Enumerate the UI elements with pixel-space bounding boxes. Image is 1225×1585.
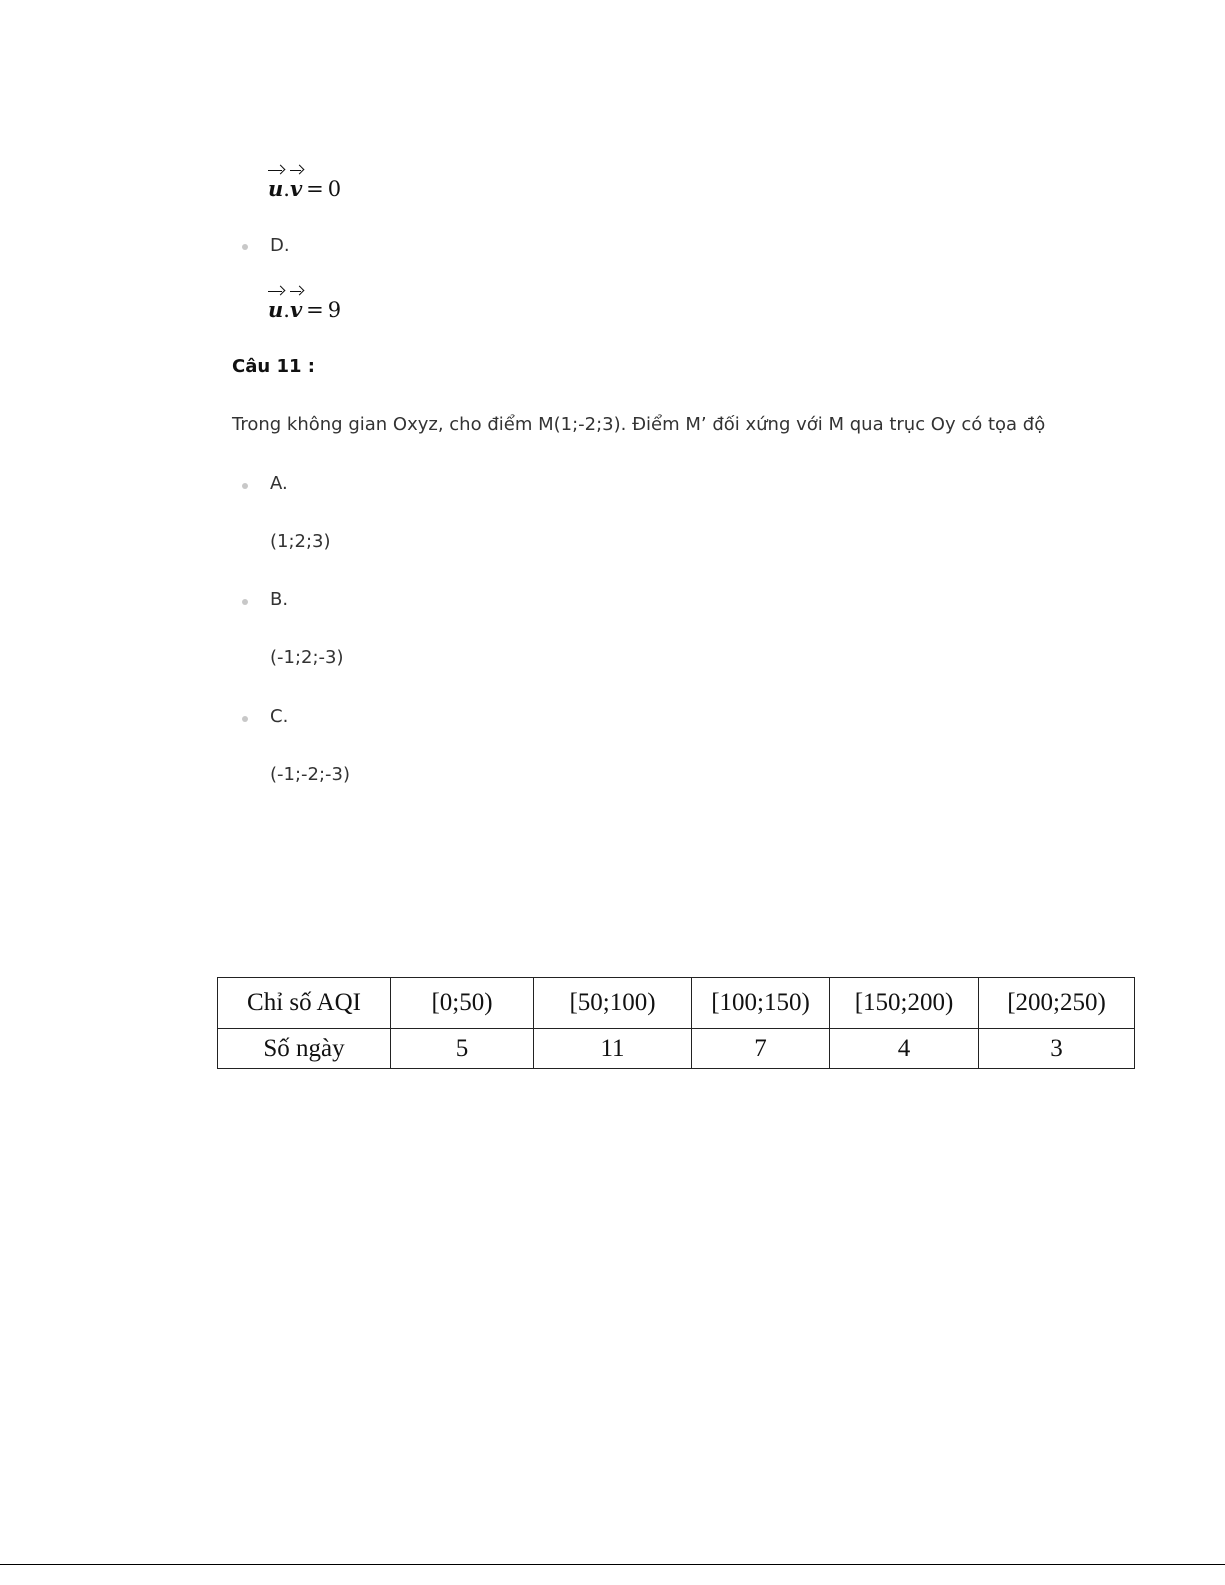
vector-v: v bbox=[290, 166, 302, 201]
question-text: Trong không gian Oxyz, cho điểm M(1;-2;3). Điểm M’ đối xứng với M qua trục Oy có tọa độ bbox=[232, 414, 1046, 435]
formula-result: 0 bbox=[327, 177, 342, 201]
bullet-icon bbox=[242, 244, 248, 250]
option-a-label[interactable]: A. bbox=[270, 473, 288, 494]
bullet-icon bbox=[242, 716, 248, 722]
interval-cell: [200;250) bbox=[979, 978, 1135, 1029]
interval-cell: [150;200) bbox=[830, 978, 979, 1029]
option-d-label[interactable]: D. bbox=[270, 235, 290, 256]
count-cell: 4 bbox=[830, 1029, 979, 1069]
count-cell: 3 bbox=[979, 1029, 1135, 1069]
count-cell: 7 bbox=[692, 1029, 830, 1069]
option-a-value[interactable]: (1;2;3) bbox=[270, 531, 331, 552]
dot-operator: . bbox=[283, 177, 290, 201]
table-row bbox=[218, 1029, 1135, 1069]
aqi-table bbox=[217, 977, 1135, 1069]
header-label-cell: Chỉ số AQI bbox=[218, 978, 391, 1029]
option-b-label[interactable]: B. bbox=[270, 589, 289, 610]
interval-cell: [100;150) bbox=[692, 978, 830, 1029]
vector-v: v bbox=[290, 287, 302, 322]
count-cell: 11 bbox=[534, 1029, 692, 1069]
table-row bbox=[218, 978, 1135, 1029]
option-c-label[interactable]: C. bbox=[270, 706, 289, 727]
option-d-formula bbox=[268, 287, 341, 322]
option-b-value[interactable]: (-1;2;-3) bbox=[270, 647, 344, 668]
equals-sign: = bbox=[306, 177, 324, 201]
option-c-value[interactable]: (-1;-2;-3) bbox=[270, 764, 351, 785]
page-bottom-divider bbox=[0, 1564, 1225, 1565]
dot-operator: . bbox=[283, 298, 290, 322]
row-label-cell: Số ngày bbox=[218, 1029, 391, 1069]
formula-result: 9 bbox=[327, 298, 342, 322]
vector-u: u bbox=[268, 166, 283, 201]
count-cell: 5 bbox=[391, 1029, 534, 1069]
vector-u: u bbox=[268, 287, 283, 322]
bullet-icon bbox=[242, 483, 248, 489]
bullet-icon bbox=[242, 599, 248, 605]
interval-cell: [50;100) bbox=[534, 978, 692, 1029]
option-c-formula bbox=[268, 166, 341, 201]
interval-cell: [0;50) bbox=[391, 978, 534, 1029]
equals-sign: = bbox=[306, 298, 324, 322]
question-title: Câu 11 : bbox=[232, 356, 315, 377]
